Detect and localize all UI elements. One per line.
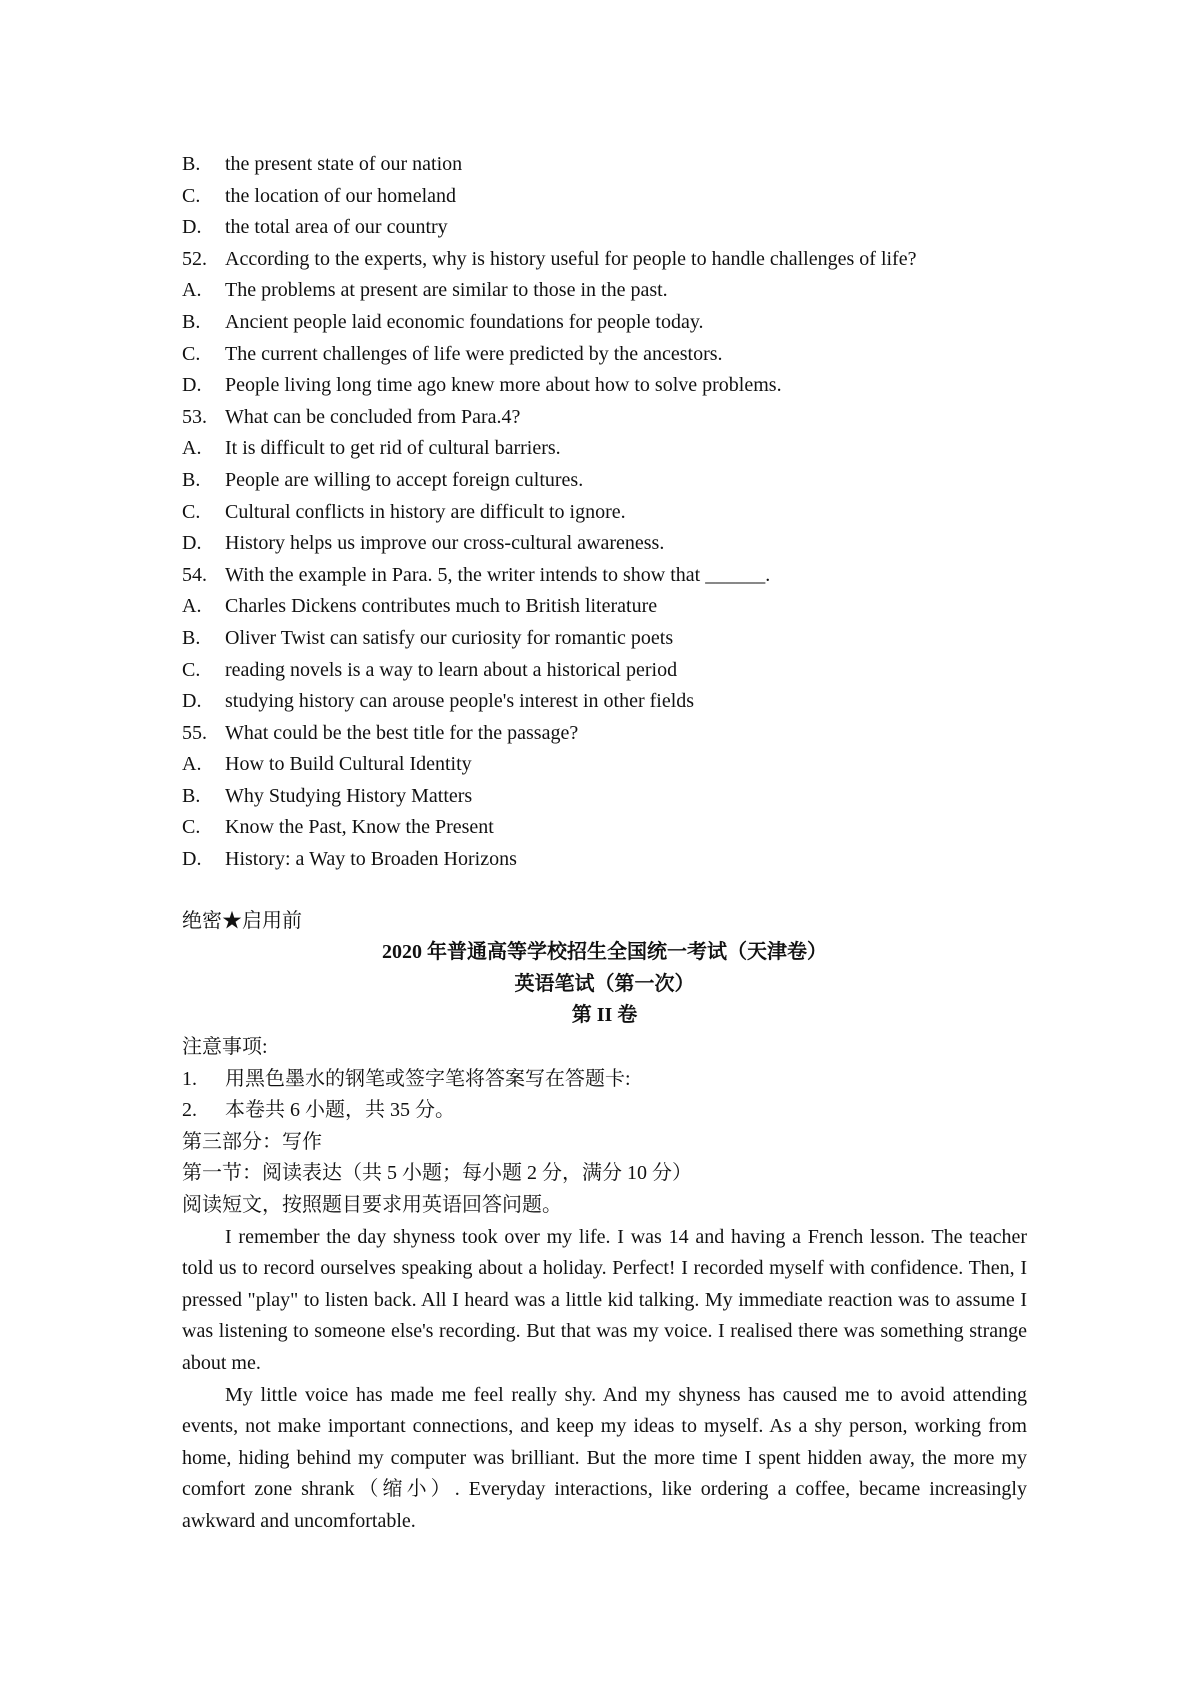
answer-option (182, 433, 1027, 465)
instruction-text: 阅读短文，按照题目要求用英语回答问题。 (182, 1194, 562, 1216)
answer-option (182, 812, 1027, 844)
section-title: 第一节：阅读表达（共 5 小题；每小题 2 分，满分 10 分） (182, 1162, 692, 1185)
option-label: A. (182, 279, 202, 302)
option-text: Oliver Twist can satisfy our curiosity for romantic poets (225, 626, 674, 649)
question-stem (182, 244, 1027, 276)
notice-label: 1. (182, 1067, 197, 1090)
option-label: A. (182, 595, 202, 618)
answer-option (182, 749, 1027, 781)
answer-option (182, 370, 1027, 402)
answer-option (182, 623, 1027, 655)
option-text: History: a Way to Broaden Horizons (225, 848, 517, 871)
answer-option (182, 497, 1027, 529)
option-label: A. (182, 437, 202, 460)
option-label: D. (182, 374, 202, 397)
notice-text: 用黑色墨水的钢笔或签字笔将答案写在答题卡: (225, 1067, 631, 1090)
answer-option (182, 591, 1027, 623)
option-label: C. (182, 342, 201, 365)
option-label: D. (182, 848, 202, 871)
exam-subtitle: 英语笔试（第一次） (514, 972, 695, 995)
option-label: C. (182, 500, 201, 523)
secret-mark: 绝密★启用前 (182, 909, 302, 932)
answer-option (182, 212, 1027, 244)
option-text: How to Build Cultural Identity (225, 753, 472, 776)
option-text: Know the Past, Know the Present (225, 816, 494, 839)
question-number: 54. (182, 563, 207, 586)
question-text: According to the experts, why is history useful for people to handle challenges of life? (225, 247, 917, 270)
option-label: C. (182, 184, 201, 207)
option-label: B. (182, 310, 201, 333)
option-label: B. (182, 153, 201, 175)
answer-option (182, 686, 1027, 718)
answer-option (182, 465, 1027, 497)
answer-option (182, 181, 1027, 213)
answer-option (182, 655, 1027, 687)
page-content (182, 149, 1027, 1538)
option-text: the total area of our country (225, 216, 448, 239)
option-text: studying history can arouse people's interest in other fields (225, 690, 695, 713)
option-label: B. (182, 784, 201, 807)
option-text: Ancient people laid economic foundations for people today. (225, 310, 704, 333)
question-stem (182, 560, 1027, 592)
option-text: Cultural conflicts in history are difficult to ignore. (225, 500, 626, 523)
option-label: D. (182, 690, 202, 713)
option-text: Charles Dickens contributes much to British literature (225, 595, 658, 618)
option-text: History helps us improve our cross-cultural awareness. (225, 532, 665, 555)
option-label: A. (182, 753, 202, 776)
answer-option (182, 149, 1027, 181)
notice-heading: 注意事项: (182, 1036, 268, 1059)
notice-item (182, 1064, 1027, 1096)
question-text: With the example in Para. 5, the writer intends to show that ______. (225, 563, 771, 586)
option-text: The problems at present are similar to those in the past. (225, 279, 668, 302)
answer-option (182, 275, 1027, 307)
part-title: 第三部分：写作 (182, 1130, 322, 1153)
question-number: 53. (182, 405, 207, 428)
answer-option (182, 307, 1027, 339)
option-label: C. (182, 658, 201, 681)
notice-label: 2. (182, 1099, 197, 1122)
answer-option (182, 528, 1027, 560)
question-number: 55. (182, 721, 207, 744)
notice-item (182, 1095, 1027, 1127)
question-stem (182, 718, 1027, 750)
answer-option (182, 781, 1027, 813)
option-text: the present state of our nation (225, 153, 463, 175)
section-gap (182, 876, 1027, 906)
option-text: People living long time ago knew more about how to solve problems. (225, 374, 782, 397)
option-label: B. (182, 468, 201, 491)
option-text: The current challenges of life were predicted by the ancestors. (225, 342, 723, 365)
volume-title: 第 II 卷 (571, 1004, 638, 1027)
passage-paragraph: I remember the day shyness took over my life. I was 14 and having a French lesson. The teacher told us to record ourselves speaking about a holiday. Perfect! I recorded myself with confidence. Then, I pressed "play" to listen back. All I heard was a little kid talking. My immediate reaction was to assume I was listening to someone else's recording. But that was my voice. I realised there was something strange about me. (182, 1225, 1027, 1374)
option-text: Why Studying History Matters (225, 784, 473, 807)
option-label: D. (182, 216, 202, 239)
option-label: D. (182, 532, 202, 555)
answer-option (182, 844, 1027, 876)
question-stem (182, 402, 1027, 434)
question-list (182, 149, 1027, 876)
option-text: the location of our homeland (225, 184, 457, 207)
question-number: 52. (182, 247, 207, 270)
notice-text: 本卷共 6 小题，共 35 分。 (225, 1099, 455, 1122)
option-label: B. (182, 626, 201, 649)
option-label: C. (182, 816, 201, 839)
option-text: reading novels is a way to learn about a historical period (225, 658, 678, 681)
question-text: What could be the best title for the passage? (225, 721, 579, 744)
option-text: It is difficult to get rid of cultural barriers. (225, 437, 561, 460)
question-text: What can be concluded from Para.4? (225, 405, 521, 428)
option-text: People are willing to accept foreign cultures. (225, 468, 584, 491)
answer-option (182, 339, 1027, 371)
passage-paragraph: My little voice has made me feel really shy. And my shyness has caused me to avoid attending events, not make important connections, and keep my ideas to myself. As a shy person, working from home, hiding behind my computer was brilliant. But the more time I spent hidden away, the more my comfort zone shrank（缩小）. Everyday interactions, like ordering a coffee, became increasingly awkward and uncomfortable. (182, 1383, 1027, 1532)
exam-title: 2020 年普通高等学校招生全国统一考试（天津卷） (382, 941, 827, 964)
